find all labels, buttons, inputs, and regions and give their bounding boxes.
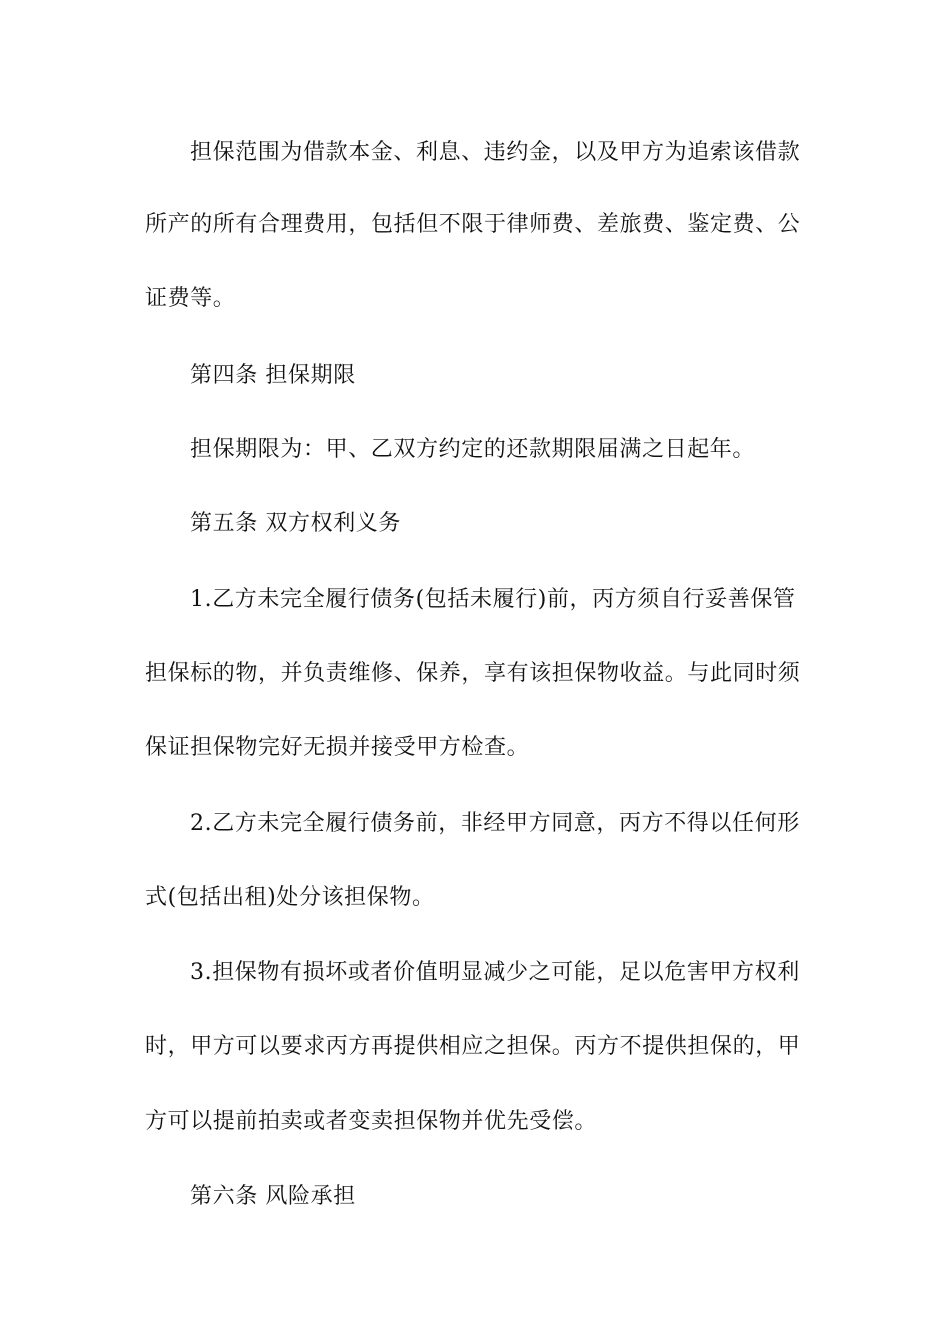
paragraph-line: 证费等。 — [145, 286, 236, 311]
section-heading: 第四条 担保期限 — [190, 363, 356, 388]
paragraph-line: 担保标的物，并负责维修、保养，享有该担保物收益。与此同时须 — [145, 661, 801, 686]
paragraph-line: 所产的所有合理费用，包括但不限于律师费、差旅费、鉴定费、公 — [145, 212, 801, 237]
paragraph-line: 2.乙方未完全履行债务前，非经甲方同意，丙方不得以任何形 — [190, 811, 800, 836]
paragraph-line: 保证担保物完好无损并接受甲方检查。 — [145, 735, 530, 760]
paragraph-line: 式(包括出租)处分该担保物。 — [145, 885, 435, 910]
section-heading: 第六条 风险承担 — [190, 1184, 356, 1209]
paragraph-line: 方可以提前拍卖或者变卖担保物并优先受偿。 — [145, 1109, 598, 1134]
section-heading: 第五条 双方权利义务 — [190, 511, 401, 536]
paragraph-line: 1.乙方未完全履行债务(包括未履行)前，丙方须自行妥善保管 — [190, 587, 796, 612]
paragraph-line: 担保范围为借款本金、利息、违约金，以及甲方为追索该借款 — [190, 140, 801, 165]
paragraph-line: 3.担保物有损坏或者价值明显减少之可能，足以危害甲方权利 — [190, 960, 800, 985]
paragraph-line: 时，甲方可以要求丙方再提供相应之担保。丙方不提供担保的，甲 — [145, 1034, 801, 1059]
paragraph-line: 担保期限为：甲、乙双方约定的还款期限届满之日起年。 — [190, 437, 756, 462]
